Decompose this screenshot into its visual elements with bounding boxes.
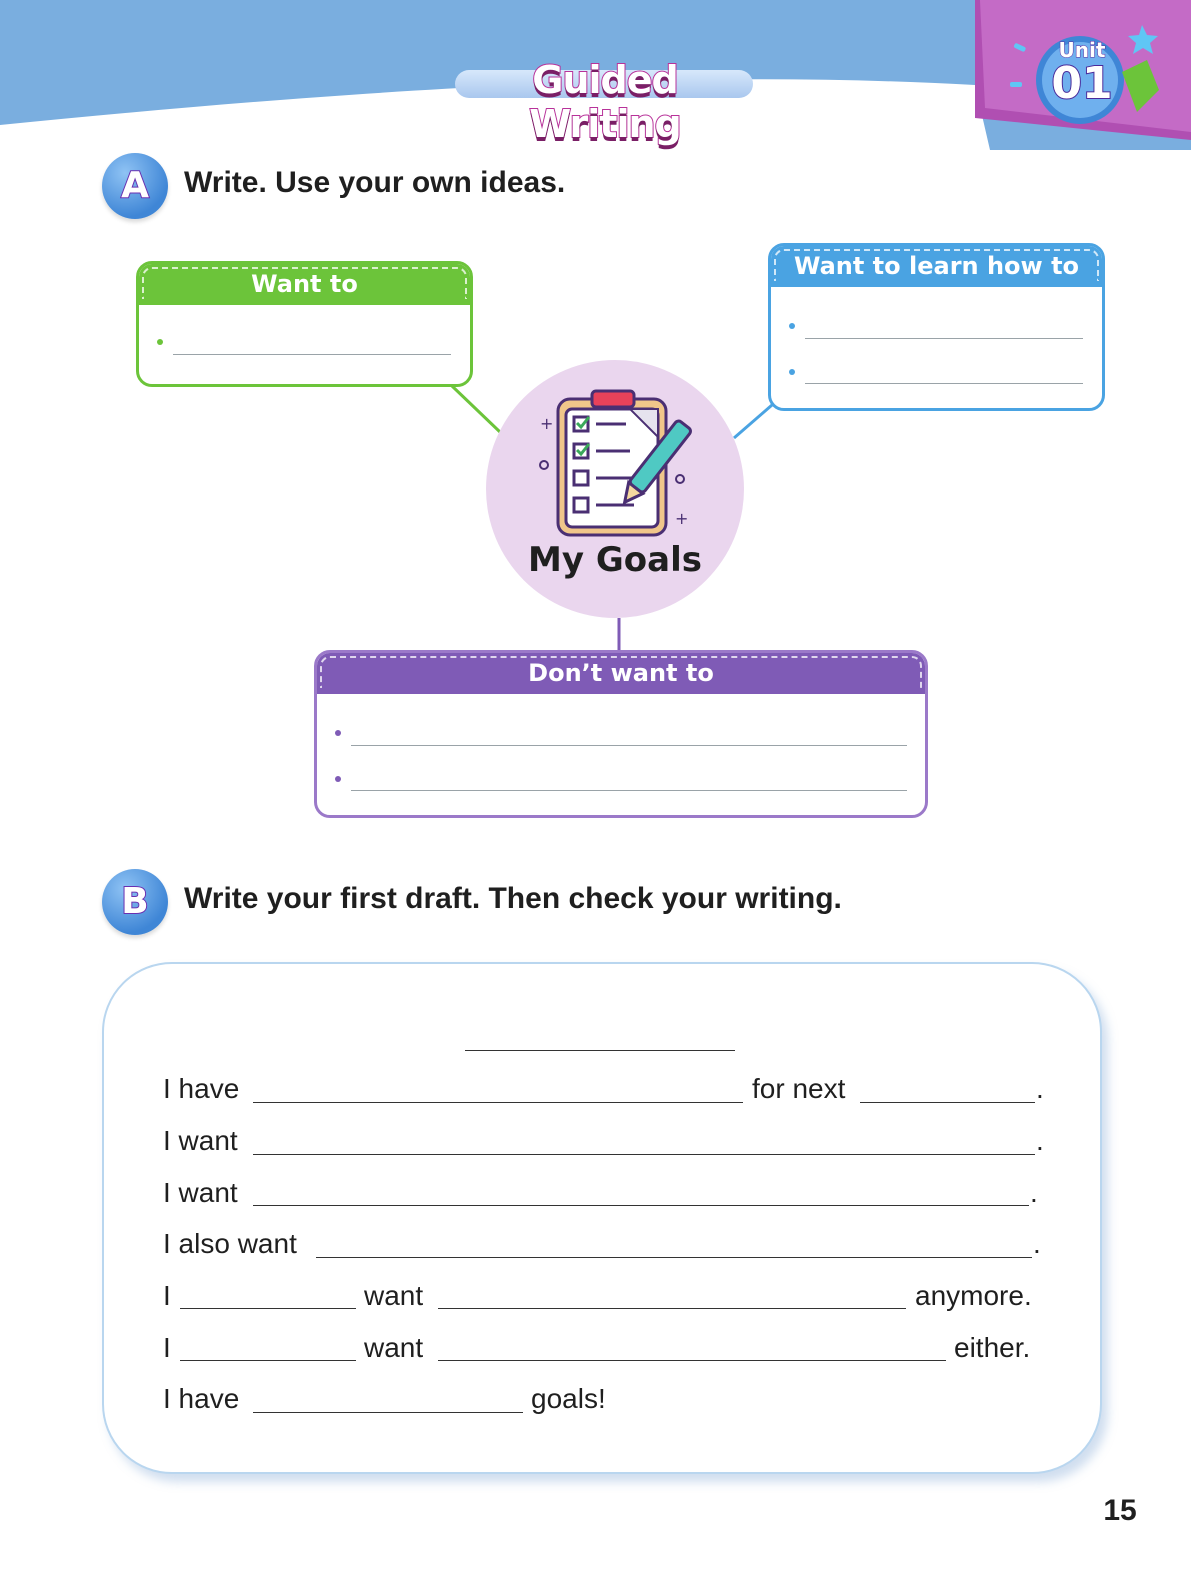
want-to-header: Want to — [136, 261, 473, 305]
unit-label: Unit — [1058, 38, 1106, 62]
bullet — [157, 339, 163, 345]
clipboard-icon — [530, 385, 700, 540]
my-goals-label: My Goals — [528, 540, 702, 580]
row6-blank-2[interactable] — [438, 1360, 946, 1361]
unit-number: 01 — [1051, 58, 1113, 109]
svg-text:+: + — [540, 414, 554, 433]
section-a-letter: A — [121, 165, 149, 206]
section-b-instruction: Write your first draft. Then check your writing. — [184, 882, 842, 915]
draft-title-blank[interactable] — [465, 1050, 735, 1051]
row1-blank-2[interactable] — [860, 1102, 1035, 1103]
want-to-learn-line-2[interactable] — [805, 383, 1083, 384]
row4-blank-1[interactable] — [316, 1257, 1032, 1258]
row6-text-3: either. — [954, 1332, 1031, 1363]
row5-text-3: anymore. — [915, 1280, 1032, 1311]
row3-text-2: . — [1030, 1177, 1038, 1208]
section-a-instruction: Write. Use your own ideas. — [184, 166, 566, 199]
row2-text-2: . — [1036, 1125, 1044, 1156]
row6-blank-1[interactable] — [180, 1360, 356, 1361]
bullet — [789, 369, 795, 375]
svg-text:+: + — [675, 509, 689, 528]
row5-text-1: I — [163, 1280, 171, 1311]
row1-text-1: I have — [163, 1073, 240, 1104]
row5-blank-1[interactable] — [180, 1308, 356, 1309]
want-to-learn-header: Want to learn how to — [768, 243, 1105, 287]
row5-text-2: want — [364, 1280, 424, 1311]
row7-text-1: I have — [163, 1383, 240, 1414]
row1-text-3: . — [1036, 1073, 1044, 1104]
dont-want-to-line-2[interactable] — [351, 790, 907, 791]
want-to-box — [136, 261, 473, 387]
row4-text-2: . — [1033, 1228, 1041, 1259]
row1-blank-1[interactable] — [253, 1102, 743, 1103]
bullet — [789, 323, 795, 329]
row6-text-1: I — [163, 1332, 171, 1363]
dont-want-to-line-1[interactable] — [351, 745, 907, 746]
row6-text-2: want — [364, 1332, 424, 1363]
row3-blank-1[interactable] — [253, 1205, 1029, 1206]
row4-text-1: I also want — [163, 1228, 297, 1259]
page-title: Guided Writing — [529, 58, 681, 146]
want-to-learn-line-1[interactable] — [805, 338, 1083, 339]
row1-text-2: for next — [752, 1073, 846, 1104]
want-to-line-1[interactable] — [173, 354, 451, 355]
dont-want-to-header: Don’t want to — [314, 650, 928, 694]
section-b-letter: B — [121, 881, 149, 922]
row5-blank-2[interactable] — [438, 1308, 906, 1309]
row2-blank-1[interactable] — [253, 1154, 1035, 1155]
row7-text-2: goals! — [531, 1383, 606, 1414]
row7-blank-1[interactable] — [253, 1412, 523, 1413]
dont-want-to-box — [314, 650, 928, 818]
row2-text-1: I want — [163, 1125, 238, 1156]
page-number: 15 — [1103, 1494, 1137, 1527]
row3-text-1: I want — [163, 1177, 238, 1208]
bullet — [335, 776, 341, 782]
bullet — [335, 730, 341, 736]
want-to-learn-box — [768, 243, 1105, 411]
